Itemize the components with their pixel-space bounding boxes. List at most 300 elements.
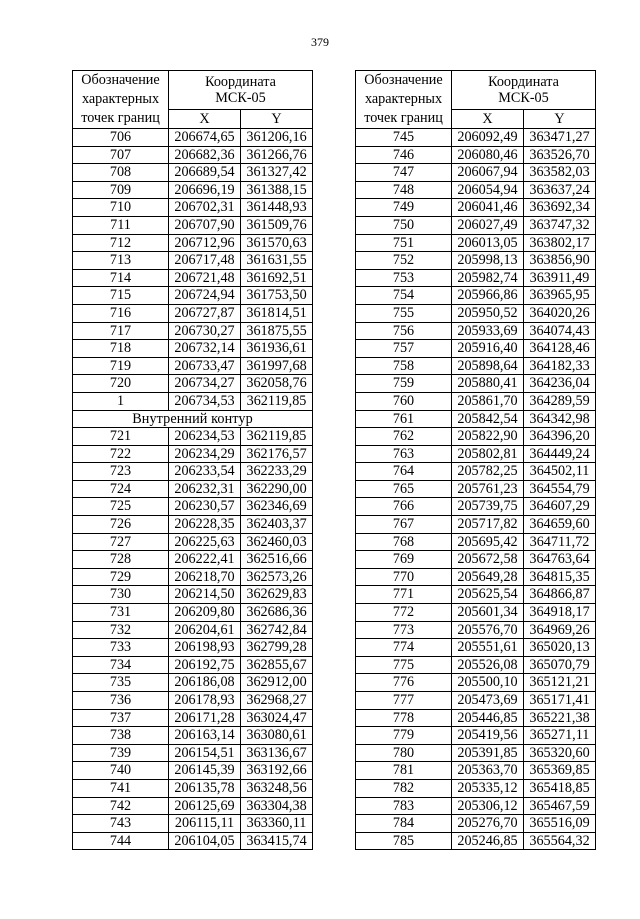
y-coordinate-cell: 365121,21 xyxy=(524,674,596,692)
x-coordinate-cell: 205276,70 xyxy=(452,815,524,833)
table-row xyxy=(73,392,313,410)
point-id-cell: 749 xyxy=(356,199,452,217)
y-coordinate-cell: 363415,74 xyxy=(241,832,313,850)
y-coordinate-cell: 364969,26 xyxy=(524,621,596,639)
table-row xyxy=(356,375,596,393)
y-coordinate-cell: 364396,20 xyxy=(524,428,596,446)
x-coordinate-cell: 205446,85 xyxy=(452,709,524,727)
x-coordinate-cell: 206733,47 xyxy=(169,357,241,375)
point-id-cell: 782 xyxy=(356,779,452,797)
y-coordinate-cell: 364554,79 xyxy=(524,480,596,498)
point-id-cell: 768 xyxy=(356,533,452,551)
x-coordinate-cell: 205391,85 xyxy=(452,744,524,762)
point-id-cell: 736 xyxy=(73,692,169,710)
y-coordinate-cell: 363637,24 xyxy=(524,181,596,199)
x-coordinate-cell: 205601,34 xyxy=(452,604,524,622)
y-coordinate-cell: 365564,32 xyxy=(524,832,596,850)
point-id-cell: 769 xyxy=(356,551,452,569)
y-coordinate-cell: 365070,79 xyxy=(524,656,596,674)
point-id-cell: 753 xyxy=(356,269,452,287)
y-coordinate-cell: 361753,50 xyxy=(241,287,313,305)
y-coordinate-cell: 364182,33 xyxy=(524,357,596,375)
point-id-cell: 727 xyxy=(73,533,169,551)
table-row xyxy=(356,797,596,815)
y-coordinate-cell: 365369,85 xyxy=(524,762,596,780)
y-coordinate-cell: 365418,85 xyxy=(524,779,596,797)
y-coordinate-cell: 362799,28 xyxy=(241,639,313,657)
table-row xyxy=(356,463,596,481)
point-id-cell: 723 xyxy=(73,463,169,481)
table-row xyxy=(356,164,596,182)
y-coordinate-cell: 362460,03 xyxy=(241,533,313,551)
y-coordinate-cell: 361997,68 xyxy=(241,357,313,375)
table-row xyxy=(73,692,313,710)
x-coordinate-cell: 206721,48 xyxy=(169,269,241,287)
y-coordinate-cell: 361692,51 xyxy=(241,269,313,287)
point-id-cell: 711 xyxy=(73,216,169,234)
point-id-cell: 765 xyxy=(356,480,452,498)
y-coordinate-cell: 362968,27 xyxy=(241,692,313,710)
x-coordinate-cell: 205500,10 xyxy=(452,674,524,692)
point-id-cell: 735 xyxy=(73,674,169,692)
table-row xyxy=(356,762,596,780)
x-coordinate-cell: 206209,80 xyxy=(169,604,241,622)
y-coordinate-cell: 363692,34 xyxy=(524,199,596,217)
y-coordinate-cell: 364607,29 xyxy=(524,498,596,516)
table-row xyxy=(73,252,313,270)
y-column-header: Y xyxy=(524,109,596,128)
point-id-cell: 729 xyxy=(73,568,169,586)
table-row xyxy=(73,357,313,375)
x-coordinate-cell: 206104,05 xyxy=(169,832,241,850)
point-id-cell: 761 xyxy=(356,410,452,428)
point-id-cell: 738 xyxy=(73,727,169,745)
coordinate-system-header: Координата МСК-05 xyxy=(452,71,596,110)
x-coordinate-cell: 206214,50 xyxy=(169,586,241,604)
point-id-cell: 734 xyxy=(73,656,169,674)
x-coordinate-cell: 205782,25 xyxy=(452,463,524,481)
x-coordinate-cell: 205306,12 xyxy=(452,797,524,815)
point-id-cell: 763 xyxy=(356,445,452,463)
y-coordinate-cell: 363080,61 xyxy=(241,727,313,745)
y-coordinate-cell: 363856,90 xyxy=(524,252,596,270)
table-row xyxy=(356,216,596,234)
point-id-cell: 713 xyxy=(73,252,169,270)
point-id-cell: 777 xyxy=(356,692,452,710)
x-coordinate-cell: 206734,53 xyxy=(169,392,241,410)
x-column-header: X xyxy=(452,109,524,128)
x-coordinate-cell: 206067,94 xyxy=(452,164,524,182)
x-coordinate-cell: 206135,78 xyxy=(169,779,241,797)
x-coordinate-cell: 205526,08 xyxy=(452,656,524,674)
table-row xyxy=(73,304,313,322)
table-row xyxy=(73,656,313,674)
point-id-cell: 760 xyxy=(356,392,452,410)
y-coordinate-cell: 361814,51 xyxy=(241,304,313,322)
table-row xyxy=(356,516,596,534)
x-coordinate-cell: 206707,90 xyxy=(169,216,241,234)
y-coordinate-cell: 361509,76 xyxy=(241,216,313,234)
point-id-cell: 730 xyxy=(73,586,169,604)
x-coordinate-cell: 205898,64 xyxy=(452,357,524,375)
x-coordinate-cell: 205649,28 xyxy=(452,568,524,586)
y-column-header: Y xyxy=(241,109,313,128)
point-id-cell: 707 xyxy=(73,146,169,164)
table-row xyxy=(356,656,596,674)
x-coordinate-cell: 205576,70 xyxy=(452,621,524,639)
x-coordinate-cell: 206186,08 xyxy=(169,674,241,692)
x-coordinate-cell: 205802,81 xyxy=(452,445,524,463)
y-coordinate-cell: 362233,29 xyxy=(241,463,313,481)
point-id-cell: 767 xyxy=(356,516,452,534)
table-row xyxy=(73,797,313,815)
y-coordinate-cell: 362058,76 xyxy=(241,375,313,393)
table-row xyxy=(356,480,596,498)
point-id-cell: 755 xyxy=(356,304,452,322)
coordinates-table-left xyxy=(72,70,313,850)
y-coordinate-cell: 363304,38 xyxy=(241,797,313,815)
table-row xyxy=(356,815,596,833)
x-coordinate-cell: 205880,41 xyxy=(452,375,524,393)
y-coordinate-cell: 363526,70 xyxy=(524,146,596,164)
point-id-cell: 739 xyxy=(73,744,169,762)
table-row xyxy=(73,445,313,463)
point-id-cell: 714 xyxy=(73,269,169,287)
x-coordinate-cell: 206234,29 xyxy=(169,445,241,463)
y-coordinate-cell: 361936,61 xyxy=(241,340,313,358)
y-coordinate-cell: 365020,13 xyxy=(524,639,596,657)
table-row xyxy=(356,181,596,199)
table-row xyxy=(73,709,313,727)
y-coordinate-cell: 363965,95 xyxy=(524,287,596,305)
point-id-cell: 719 xyxy=(73,357,169,375)
x-coordinate-cell: 206163,14 xyxy=(169,727,241,745)
point-id-cell: 740 xyxy=(73,762,169,780)
table-row xyxy=(73,551,313,569)
point-id-cell: 773 xyxy=(356,621,452,639)
point-id-cell: 771 xyxy=(356,586,452,604)
table-row xyxy=(356,709,596,727)
table-row xyxy=(73,269,313,287)
table-row xyxy=(356,146,596,164)
y-coordinate-cell: 363747,32 xyxy=(524,216,596,234)
point-id-cell: 709 xyxy=(73,181,169,199)
x-coordinate-cell: 206730,27 xyxy=(169,322,241,340)
table-row xyxy=(356,639,596,657)
x-coordinate-cell: 206080,46 xyxy=(452,146,524,164)
table-row xyxy=(356,252,596,270)
table-row xyxy=(356,304,596,322)
table-row xyxy=(73,674,313,692)
table-row xyxy=(356,779,596,797)
point-id-cell: 744 xyxy=(73,832,169,850)
table-row xyxy=(356,234,596,252)
x-coordinate-cell: 205861,70 xyxy=(452,392,524,410)
x-coordinate-cell: 206204,61 xyxy=(169,621,241,639)
point-id-cell: 725 xyxy=(73,498,169,516)
y-coordinate-cell: 365271,11 xyxy=(524,727,596,745)
y-coordinate-cell: 364128,46 xyxy=(524,340,596,358)
y-coordinate-cell: 364763,64 xyxy=(524,551,596,569)
point-label-header: Обозначение характерных точек границ xyxy=(356,71,452,129)
y-coordinate-cell: 363802,17 xyxy=(524,234,596,252)
table-row xyxy=(73,216,313,234)
y-coordinate-cell: 361206,16 xyxy=(241,129,313,147)
y-coordinate-cell: 364866,87 xyxy=(524,586,596,604)
y-coordinate-cell: 363192,66 xyxy=(241,762,313,780)
point-id-cell: 715 xyxy=(73,287,169,305)
x-coordinate-cell: 205625,54 xyxy=(452,586,524,604)
table-row xyxy=(73,639,313,657)
table-row xyxy=(73,727,313,745)
x-coordinate-cell: 205822,90 xyxy=(452,428,524,446)
x-coordinate-cell: 206724,94 xyxy=(169,287,241,305)
x-coordinate-cell: 205363,70 xyxy=(452,762,524,780)
x-coordinate-cell: 206682,36 xyxy=(169,146,241,164)
table-row xyxy=(73,604,313,622)
y-coordinate-cell: 362686,36 xyxy=(241,604,313,622)
point-id-cell: 754 xyxy=(356,287,452,305)
point-id-cell: 718 xyxy=(73,340,169,358)
point-id-cell: 764 xyxy=(356,463,452,481)
y-coordinate-cell: 362403,37 xyxy=(241,516,313,534)
x-coordinate-cell: 206013,05 xyxy=(452,234,524,252)
x-coordinate-cell: 205933,69 xyxy=(452,322,524,340)
table-row xyxy=(356,832,596,850)
point-id-cell: 742 xyxy=(73,797,169,815)
table-row xyxy=(73,568,313,586)
x-coordinate-cell: 206145,39 xyxy=(169,762,241,780)
y-coordinate-cell: 364289,59 xyxy=(524,392,596,410)
point-id-cell: 743 xyxy=(73,815,169,833)
table-row xyxy=(356,428,596,446)
y-coordinate-cell: 364711,72 xyxy=(524,533,596,551)
y-coordinate-cell: 363360,11 xyxy=(241,815,313,833)
table-row xyxy=(73,181,313,199)
point-id-cell: 759 xyxy=(356,375,452,393)
x-coordinate-cell: 205950,52 xyxy=(452,304,524,322)
point-id-cell: 712 xyxy=(73,234,169,252)
point-id-cell: 775 xyxy=(356,656,452,674)
x-coordinate-cell: 206198,93 xyxy=(169,639,241,657)
x-coordinate-cell: 206192,75 xyxy=(169,656,241,674)
y-coordinate-cell: 361570,63 xyxy=(241,234,313,252)
table-row xyxy=(356,498,596,516)
table-row xyxy=(356,692,596,710)
point-id-cell: 706 xyxy=(73,129,169,147)
y-coordinate-cell: 362346,69 xyxy=(241,498,313,516)
table-row xyxy=(356,533,596,551)
point-id-cell: 747 xyxy=(356,164,452,182)
y-coordinate-cell: 362176,57 xyxy=(241,445,313,463)
x-coordinate-cell: 206154,51 xyxy=(169,744,241,762)
y-coordinate-cell: 361388,15 xyxy=(241,181,313,199)
point-id-cell: 779 xyxy=(356,727,452,745)
x-coordinate-cell: 206218,70 xyxy=(169,568,241,586)
y-coordinate-cell: 365320,60 xyxy=(524,744,596,762)
table-row xyxy=(73,498,313,516)
x-coordinate-cell: 205966,86 xyxy=(452,287,524,305)
point-id-cell: 783 xyxy=(356,797,452,815)
x-coordinate-cell: 206054,94 xyxy=(452,181,524,199)
table-row xyxy=(356,269,596,287)
x-coordinate-cell: 205916,40 xyxy=(452,340,524,358)
x-coordinate-cell: 206233,54 xyxy=(169,463,241,481)
y-coordinate-cell: 362290,00 xyxy=(241,480,313,498)
x-coordinate-cell: 206178,93 xyxy=(169,692,241,710)
table-row xyxy=(73,287,313,305)
x-coordinate-cell: 206232,31 xyxy=(169,480,241,498)
y-coordinate-cell: 363471,27 xyxy=(524,129,596,147)
y-coordinate-cell: 361631,55 xyxy=(241,252,313,270)
table-row xyxy=(356,392,596,410)
point-id-cell: 778 xyxy=(356,709,452,727)
table-row xyxy=(73,199,313,217)
x-coordinate-cell: 206696,19 xyxy=(169,181,241,199)
x-coordinate-cell: 205739,75 xyxy=(452,498,524,516)
table-row xyxy=(73,463,313,481)
table-row xyxy=(356,674,596,692)
x-coordinate-cell: 205246,85 xyxy=(452,832,524,850)
x-coordinate-cell: 206734,27 xyxy=(169,375,241,393)
point-id-cell: 728 xyxy=(73,551,169,569)
table-row xyxy=(73,146,313,164)
point-id-cell: 724 xyxy=(73,480,169,498)
y-coordinate-cell: 362119,85 xyxy=(241,428,313,446)
point-id-cell: 766 xyxy=(356,498,452,516)
point-id-cell: 722 xyxy=(73,445,169,463)
table-row xyxy=(73,375,313,393)
point-id-cell: 781 xyxy=(356,762,452,780)
y-coordinate-cell: 361875,55 xyxy=(241,322,313,340)
y-coordinate-cell: 363024,47 xyxy=(241,709,313,727)
section-row xyxy=(73,410,313,428)
table-row xyxy=(356,604,596,622)
table-row xyxy=(73,815,313,833)
x-coordinate-cell: 205761,23 xyxy=(452,480,524,498)
point-id-cell: 772 xyxy=(356,604,452,622)
table-row xyxy=(356,322,596,340)
y-coordinate-cell: 364918,17 xyxy=(524,604,596,622)
y-coordinate-cell: 364502,11 xyxy=(524,463,596,481)
point-id-cell: 721 xyxy=(73,428,169,446)
x-coordinate-cell: 206727,87 xyxy=(169,304,241,322)
table-row xyxy=(356,340,596,358)
point-id-cell: 757 xyxy=(356,340,452,358)
y-coordinate-cell: 365171,41 xyxy=(524,692,596,710)
table-row xyxy=(73,516,313,534)
table-row xyxy=(73,586,313,604)
point-id-cell: 748 xyxy=(356,181,452,199)
table-row xyxy=(73,832,313,850)
table-row xyxy=(356,445,596,463)
y-coordinate-cell: 364074,43 xyxy=(524,322,596,340)
x-column-header: X xyxy=(169,109,241,128)
table-row xyxy=(356,129,596,147)
x-coordinate-cell: 205982,74 xyxy=(452,269,524,287)
table-row xyxy=(73,234,313,252)
coordinates-table-right xyxy=(355,70,596,850)
point-id-cell: 720 xyxy=(73,375,169,393)
point-id-cell: 785 xyxy=(356,832,452,850)
y-coordinate-cell: 363248,56 xyxy=(241,779,313,797)
y-coordinate-cell: 364236,04 xyxy=(524,375,596,393)
x-coordinate-cell: 205717,82 xyxy=(452,516,524,534)
x-coordinate-cell: 205998,13 xyxy=(452,252,524,270)
y-coordinate-cell: 362912,00 xyxy=(241,674,313,692)
point-id-cell: 758 xyxy=(356,357,452,375)
y-coordinate-cell: 361448,93 xyxy=(241,199,313,217)
y-coordinate-cell: 363136,67 xyxy=(241,744,313,762)
y-coordinate-cell: 363582,03 xyxy=(524,164,596,182)
table-row xyxy=(73,779,313,797)
x-coordinate-cell: 206222,41 xyxy=(169,551,241,569)
x-coordinate-cell: 206234,53 xyxy=(169,428,241,446)
table-row xyxy=(356,410,596,428)
point-label-header: Обозначение характерных точек границ xyxy=(73,71,169,129)
x-coordinate-cell: 205842,54 xyxy=(452,410,524,428)
table-row xyxy=(73,744,313,762)
point-id-cell: 737 xyxy=(73,709,169,727)
x-coordinate-cell: 205672,58 xyxy=(452,551,524,569)
point-id-cell: 745 xyxy=(356,129,452,147)
y-coordinate-cell: 365467,59 xyxy=(524,797,596,815)
x-coordinate-cell: 206717,48 xyxy=(169,252,241,270)
x-coordinate-cell: 206092,49 xyxy=(452,129,524,147)
table-row xyxy=(356,287,596,305)
point-id-cell: 731 xyxy=(73,604,169,622)
point-id-cell: 717 xyxy=(73,322,169,340)
table-row xyxy=(73,428,313,446)
point-id-cell: 762 xyxy=(356,428,452,446)
point-id-cell: 751 xyxy=(356,234,452,252)
coordinates-body-left xyxy=(73,129,313,850)
point-id-cell: 1 xyxy=(73,392,169,410)
x-coordinate-cell: 206732,14 xyxy=(169,340,241,358)
y-coordinate-cell: 362573,26 xyxy=(241,568,313,586)
table-row xyxy=(356,568,596,586)
table-row xyxy=(73,129,313,147)
table-row xyxy=(73,480,313,498)
table-row xyxy=(73,762,313,780)
y-coordinate-cell: 361266,76 xyxy=(241,146,313,164)
point-id-cell: 708 xyxy=(73,164,169,182)
point-id-cell: 732 xyxy=(73,621,169,639)
y-coordinate-cell: 364449,24 xyxy=(524,445,596,463)
page-number: 379 xyxy=(311,35,329,49)
table-row xyxy=(356,621,596,639)
point-id-cell: 784 xyxy=(356,815,452,833)
x-coordinate-cell: 205335,12 xyxy=(452,779,524,797)
table-row xyxy=(356,357,596,375)
point-id-cell: 710 xyxy=(73,199,169,217)
table-row xyxy=(356,727,596,745)
table-row xyxy=(73,322,313,340)
point-id-cell: 746 xyxy=(356,146,452,164)
x-coordinate-cell: 205551,61 xyxy=(452,639,524,657)
point-id-cell: 776 xyxy=(356,674,452,692)
table-row xyxy=(73,621,313,639)
y-coordinate-cell: 365221,38 xyxy=(524,709,596,727)
point-id-cell: 741 xyxy=(73,779,169,797)
y-coordinate-cell: 364020,26 xyxy=(524,304,596,322)
x-coordinate-cell: 206225,63 xyxy=(169,533,241,551)
section-title: Внутренний контур xyxy=(73,410,313,428)
x-coordinate-cell: 206171,28 xyxy=(169,709,241,727)
y-coordinate-cell: 362119,85 xyxy=(241,392,313,410)
y-coordinate-cell: 364342,98 xyxy=(524,410,596,428)
point-id-cell: 752 xyxy=(356,252,452,270)
